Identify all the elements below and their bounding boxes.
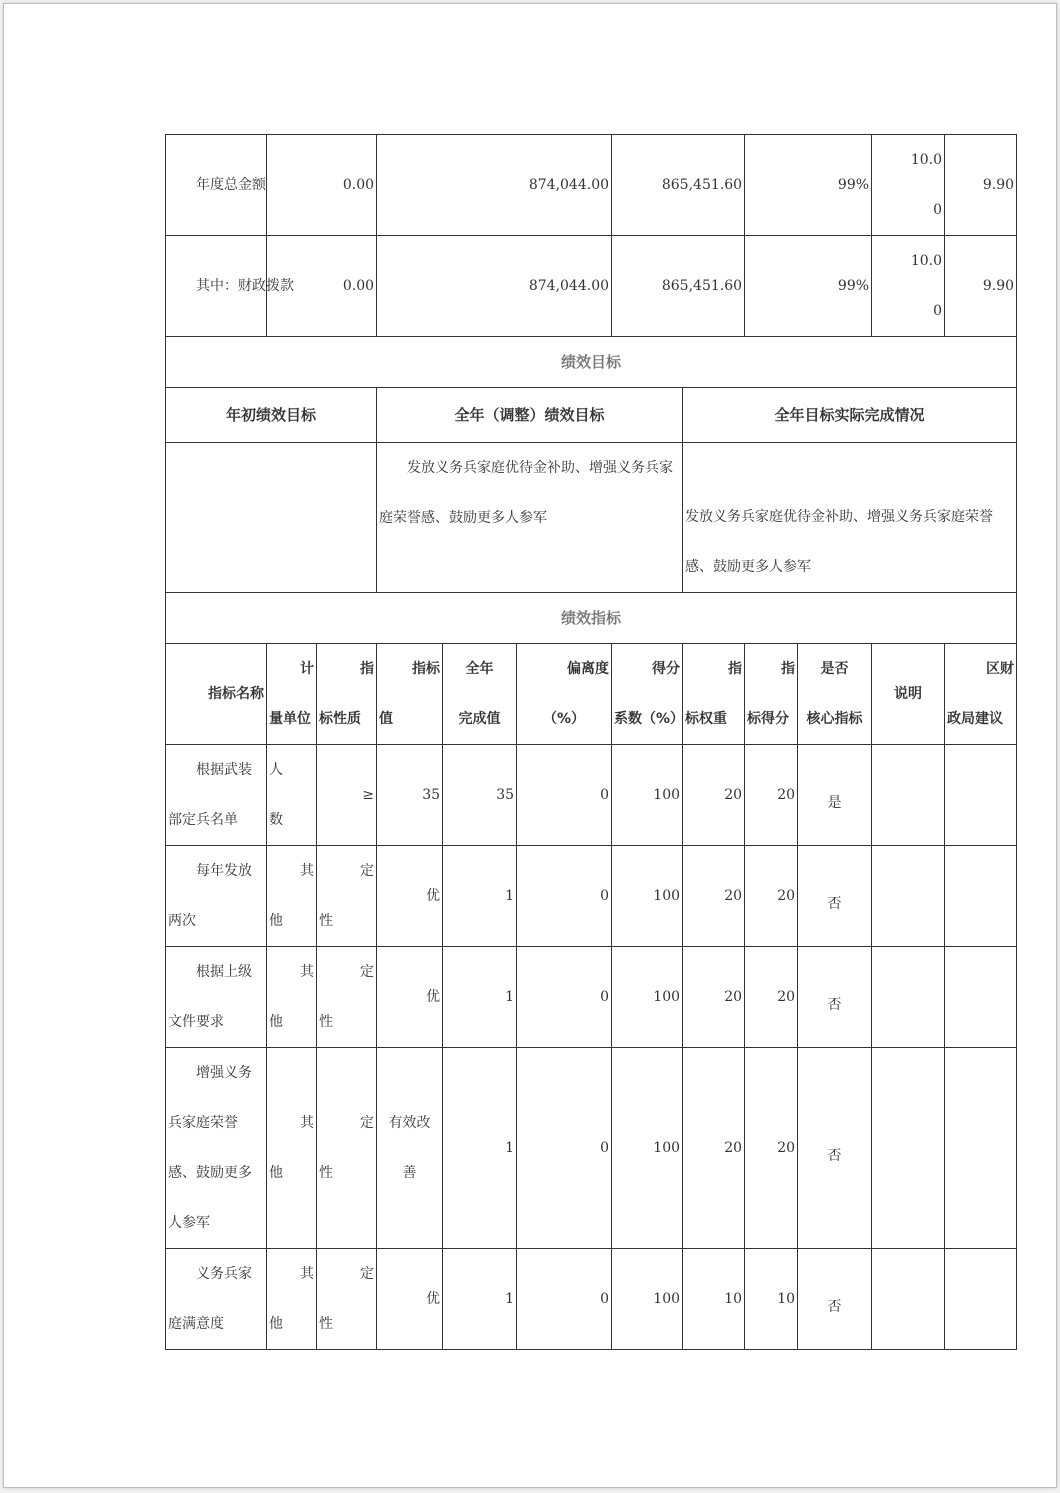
adjusted-budget: 874,044.00 [377,236,612,337]
indicator-coef: 100 [612,947,683,1048]
indicator-score: 10 [745,1249,798,1350]
indicator-note [872,1048,945,1249]
indicator-core: 是 [798,745,872,846]
indicator-value: 有效改善 [377,1048,443,1249]
indicator-note [872,947,945,1048]
indicator-weight: 20 [683,947,745,1048]
indicator-done: 1 [443,947,517,1048]
indicator-advice [945,947,1017,1048]
indicator-nature: 定 性 [317,947,377,1048]
header-nature: 指 标性质 [317,644,377,745]
indicator-weight: 20 [683,1048,745,1249]
indicator-nature: 定 性 [317,846,377,947]
indicator-value: 优 [377,947,443,1048]
header-weight: 指 标权重 [683,644,745,745]
indicator-value: 优 [377,846,443,947]
initial-budget: 0.00 [267,236,377,337]
indicator-row [166,846,1017,947]
header-value: 指标 值 [377,644,443,745]
indicator-unit: 其 他 [267,846,317,947]
funding-score: 9.90 [945,135,1017,236]
indicator-unit: 其 他 [267,1249,317,1350]
indicator-done: 35 [443,745,517,846]
indicator-value: 优 [377,1249,443,1350]
indicator-core: 否 [798,1048,872,1249]
indicator-deviation: 0 [517,1249,612,1350]
indicator-core: 否 [798,846,872,947]
indicator-unit: 其 他 [267,947,317,1048]
indicator-deviation: 0 [517,947,612,1048]
funding-row [166,236,1017,337]
header-advice: 区财 政局建议 [945,644,1017,745]
header-name: 指标名称 [166,644,267,745]
indicator-row [166,1048,1017,1249]
indicator-done: 1 [443,1048,517,1249]
indicator-name: 根据武装部定兵名单 [166,745,267,846]
indicator-row [166,947,1017,1048]
indicator-advice [945,846,1017,947]
indicator-nature: ≥ [317,745,377,846]
indicators-header-row [166,644,1017,745]
document-page [3,3,1057,1488]
indicator-note [872,745,945,846]
indicator-advice [945,1249,1017,1350]
goals-section-title: 绩效目标 [166,337,1017,388]
indicator-nature: 定 性 [317,1048,377,1249]
indicator-score: 20 [745,1048,798,1249]
header-note: 说明 [872,644,945,745]
header-unit: 计 量单位 [267,644,317,745]
funding-label: 年度总金额 [166,135,267,236]
indicator-weight: 10 [683,1249,745,1350]
weight-part-b: 0 [933,202,943,218]
performance-table [165,134,1017,1350]
header-coef: 得分 系数（%） [612,644,683,745]
indicator-weight: 20 [683,745,745,846]
indicator-coef: 100 [612,745,683,846]
weight-cell [872,236,945,337]
indicator-row [166,745,1017,846]
indicator-name: 义务兵家庭满意度 [166,1249,267,1350]
indicator-name: 根据上级文件要求 [166,947,267,1048]
indicator-name: 每年发放两次 [166,846,267,947]
indicator-core: 否 [798,1249,872,1350]
weight-part-a: 10.0 [910,152,943,168]
indicator-coef: 100 [612,1249,683,1350]
initial-budget: 0.00 [267,135,377,236]
weight-part-b: 0 [933,303,943,319]
indicator-deviation: 0 [517,745,612,846]
goals-col-initial: 年初绩效目标 [166,388,377,443]
adjusted-budget: 874,044.00 [377,135,612,236]
indicator-note [872,1249,945,1350]
header-deviation: 偏离度 （%） [517,644,612,745]
indicator-coef: 100 [612,846,683,947]
funding-score: 9.90 [945,236,1017,337]
indicator-deviation: 0 [517,1048,612,1249]
executed-amount: 865,451.60 [612,135,745,236]
indicator-row [166,1249,1017,1350]
indicator-score: 20 [745,947,798,1048]
indicator-value: 35 [377,745,443,846]
goals-adjusted-text: 发放义务兵家庭优待金补助、增强义务兵家庭荣誉感、鼓励更多人参军 [377,443,683,593]
indicator-deviation: 0 [517,846,612,947]
header-score: 指 标得分 [745,644,798,745]
goals-col-actual: 全年目标实际完成情况 [683,388,1017,443]
goals-actual-text: 发放义务兵家庭优待金补助、增强义务兵家庭荣誉感、鼓励更多人参军 [683,443,1017,593]
indicator-coef: 100 [612,1048,683,1249]
executed-amount: 865,451.60 [612,236,745,337]
indicator-done: 1 [443,1249,517,1350]
execution-rate: 99% [745,135,872,236]
goals-col-adjusted: 全年（调整）绩效目标 [377,388,683,443]
header-done: 全年 完成值 [443,644,517,745]
indicator-advice [945,1048,1017,1249]
weight-part-a: 10.0 [910,253,943,269]
indicators-section-title: 绩效指标 [166,593,1017,644]
funding-label: 其中：财政拨款 [166,236,267,337]
indicator-unit: 人 数 [267,745,317,846]
indicator-note [872,846,945,947]
indicator-advice [945,745,1017,846]
header-core: 是否 核心指标 [798,644,872,745]
indicator-name: 增强义务兵家庭荣誉感、鼓励更多人参军 [166,1048,267,1249]
goals-initial-text [166,443,377,593]
indicator-weight: 20 [683,846,745,947]
weight-cell [872,135,945,236]
indicator-score: 20 [745,745,798,846]
table-frame [165,134,1018,1346]
indicator-done: 1 [443,846,517,947]
funding-row [166,135,1017,236]
indicator-unit: 其 他 [267,1048,317,1249]
indicator-core: 否 [798,947,872,1048]
indicator-score: 20 [745,846,798,947]
execution-rate: 99% [745,236,872,337]
indicator-nature: 定 性 [317,1249,377,1350]
